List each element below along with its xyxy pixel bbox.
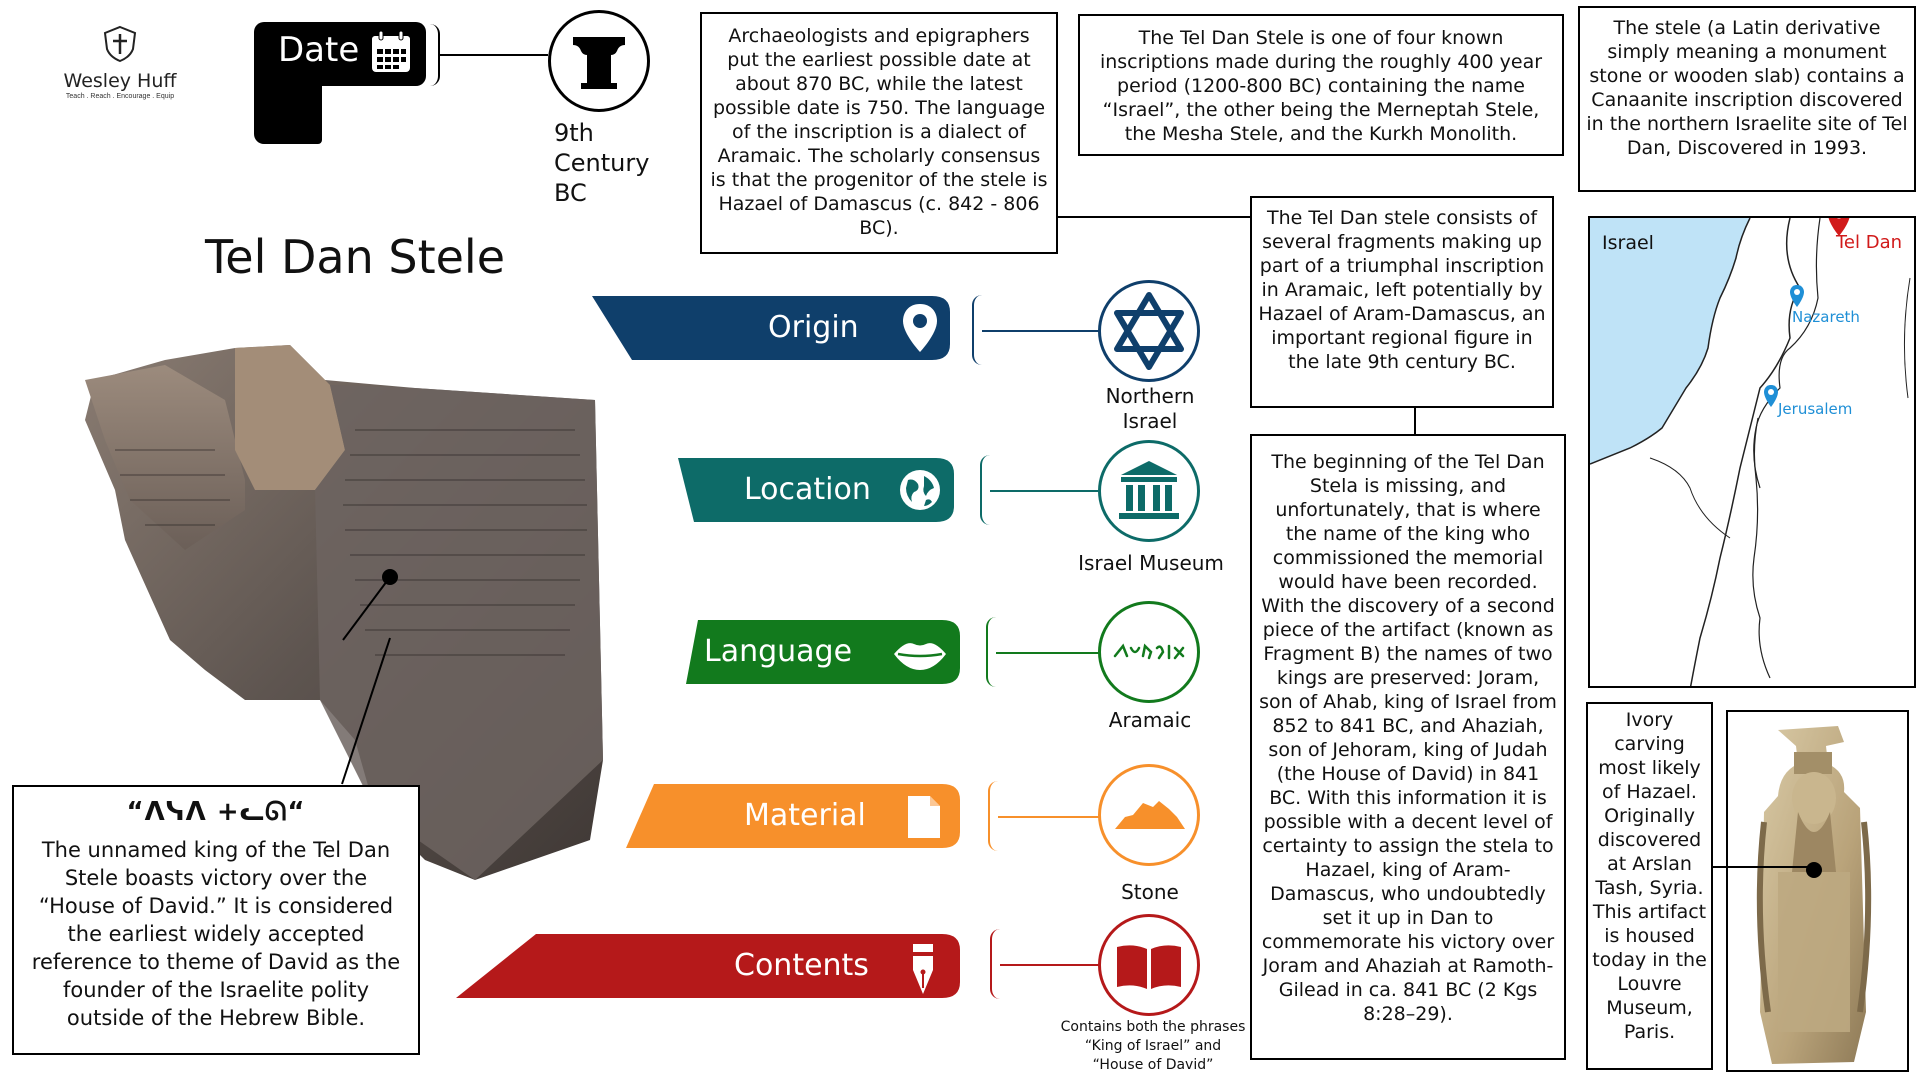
material-value: Stone xyxy=(1121,880,1179,904)
logo-tagline: Teach . Reach . Encourage . Equip xyxy=(65,93,175,100)
date-value-line: Century xyxy=(554,149,650,177)
contents-connector-line xyxy=(1000,964,1100,966)
material-connector-bracket xyxy=(988,781,998,851)
map xyxy=(1588,216,1916,688)
location-ring xyxy=(1098,440,1200,542)
location-value: Israel Museum xyxy=(1078,551,1224,575)
location-connector-line xyxy=(990,490,1098,492)
language-connector-bracket xyxy=(986,617,996,687)
banner-origin-label: Origin xyxy=(768,310,859,345)
lips-icon xyxy=(892,638,948,672)
contents-ring xyxy=(1098,914,1200,1016)
quote-box xyxy=(12,785,420,1055)
contents-connector-bracket xyxy=(990,929,1000,999)
map-place-jerusalem: Jerusalem xyxy=(1778,400,1853,418)
banner-location-label: Location xyxy=(744,472,871,507)
aramaic-script-icon xyxy=(1101,604,1197,700)
language-connector-line xyxy=(996,652,1100,654)
map-drawing xyxy=(1590,218,1916,688)
logo xyxy=(50,25,190,105)
map-pin-blue-icon xyxy=(1788,284,1806,308)
calendar-icon xyxy=(370,30,412,74)
quote-connector xyxy=(340,636,400,786)
date-value-line: BC xyxy=(554,179,587,207)
four-inscriptions-box: The Tel Dan Stele is one of four known inscriptions made during the roughly 400 year period (1200-800 BC) containing the name “Israel”, the other being the Merneptah Stele, the Mesha Stele, and the Kurkh Monolith. xyxy=(1078,14,1564,156)
banner-material-label: Material xyxy=(744,798,866,833)
ivory-box: Ivory carving most likely of Hazael. Originally discovered at Arslan Tash, Syria. This artifact is housed today in the Louvre Museum, Paris. xyxy=(1586,702,1713,1070)
banner-contents-label: Contents xyxy=(734,948,869,983)
date-label: Date xyxy=(278,30,360,70)
beginning-box: The beginning of the Tel Dan Stela is missing, and unfortunately, that is where the name of the king who commissioned the memorial would have been recorded. With the discovery of a second piece of the artifact (known as Fragment B) the names of two kings are preserved: Joram, son of Ahab, king of Israel from 852 to 841 BC, and Ahaziah, son of Jehoram, king of Judah (the House of David) in 841 BC. With this information it is possible with a decent level of certainty to assign the stela to Hazael, king of Aram-Damascus, who undoubtedly set it up in Dan to commemorate his victory over Joram and Ahaziah at Ramoth-Gilead in ca. 841 BC (2 Kgs 8:28–29). xyxy=(1250,434,1566,1060)
column-capital-icon xyxy=(551,13,647,109)
banner-language-label: Language xyxy=(704,634,853,669)
ivory-image-frame xyxy=(1726,710,1909,1072)
date-ring xyxy=(548,10,650,112)
fountain-pen-icon xyxy=(908,942,938,996)
origin-value: Northern Israel xyxy=(1105,384,1195,433)
location-connector-bracket xyxy=(980,455,990,525)
dating-box: Archaeologists and epigraphers put the earliest possible date at about 870 BC, while the latest possible date is 750. The language of the inscription is a dialect of Aramaic. The scholarly consensus is that the progenitor of the stele is Hazael of Damascus (c. 842 - 806 BC). xyxy=(700,12,1058,254)
material-ring xyxy=(1098,764,1200,866)
globe-icon xyxy=(898,468,942,512)
origin-connector-line xyxy=(982,330,1100,332)
document-icon xyxy=(906,794,942,840)
beginning-connector-line xyxy=(1414,408,1416,436)
museum-icon xyxy=(1101,443,1197,539)
stele-definition-box: The stele (a Latin derivative simply meaning a monument stone or wooden slab) contains a Canaanite inscription discovered in the northern Israelite site of Tel Dan, Discovered in 1993. xyxy=(1578,6,1916,192)
quote-title: “ᐱᓭᐱ +ᓚᘏ“ xyxy=(126,797,306,827)
date-connector-line xyxy=(440,54,548,56)
ivory-connector-line xyxy=(1713,866,1813,868)
map-place-tel-dan: Tel Dan xyxy=(1836,232,1903,253)
origin-connector-bracket xyxy=(972,295,982,365)
map-region-label: Israel xyxy=(1602,232,1654,254)
quote-body: The unnamed king of the Tel Dan Stele boasts victory over the “House of David.” It is considered the earliest widely accepted reference to theme of David as the founder of the Israelite polity outside of the Hebrew Bible. xyxy=(31,838,401,1030)
material-connector-line xyxy=(998,816,1100,818)
map-pin-icon xyxy=(900,302,940,354)
logo-name: Wesley Huff xyxy=(63,70,177,92)
banner-contents-shape xyxy=(456,934,960,998)
open-book-icon xyxy=(1101,917,1197,1013)
language-value: Aramaic xyxy=(1108,708,1192,732)
fragments-box: The Tel Dan stele consists of several fragments making up part of a triumphal inscription in Aramaic, left potentially by Hazael of Aram-Damascus, an important regional figure in the late 9th century BC. xyxy=(1250,196,1554,408)
language-ring xyxy=(1098,601,1200,703)
date-connector-bracket xyxy=(430,24,440,86)
date-value xyxy=(554,118,674,208)
page-title: Tel Dan Stele xyxy=(205,230,505,284)
origin-ring xyxy=(1098,280,1200,382)
shield-cross-icon xyxy=(100,25,140,63)
date-value-line: 9th xyxy=(554,119,594,147)
contents-value: Contains both the phrases “King of Israel” and “House of David” xyxy=(1060,1019,1246,1073)
stone-icon xyxy=(1101,767,1197,863)
ivory-carving-image xyxy=(1728,712,1907,1070)
map-place-nazareth: Nazareth xyxy=(1792,308,1860,326)
star-of-david-icon xyxy=(1101,283,1197,379)
date-banner-tail xyxy=(254,60,322,144)
fragments-connector-line xyxy=(1058,216,1252,218)
